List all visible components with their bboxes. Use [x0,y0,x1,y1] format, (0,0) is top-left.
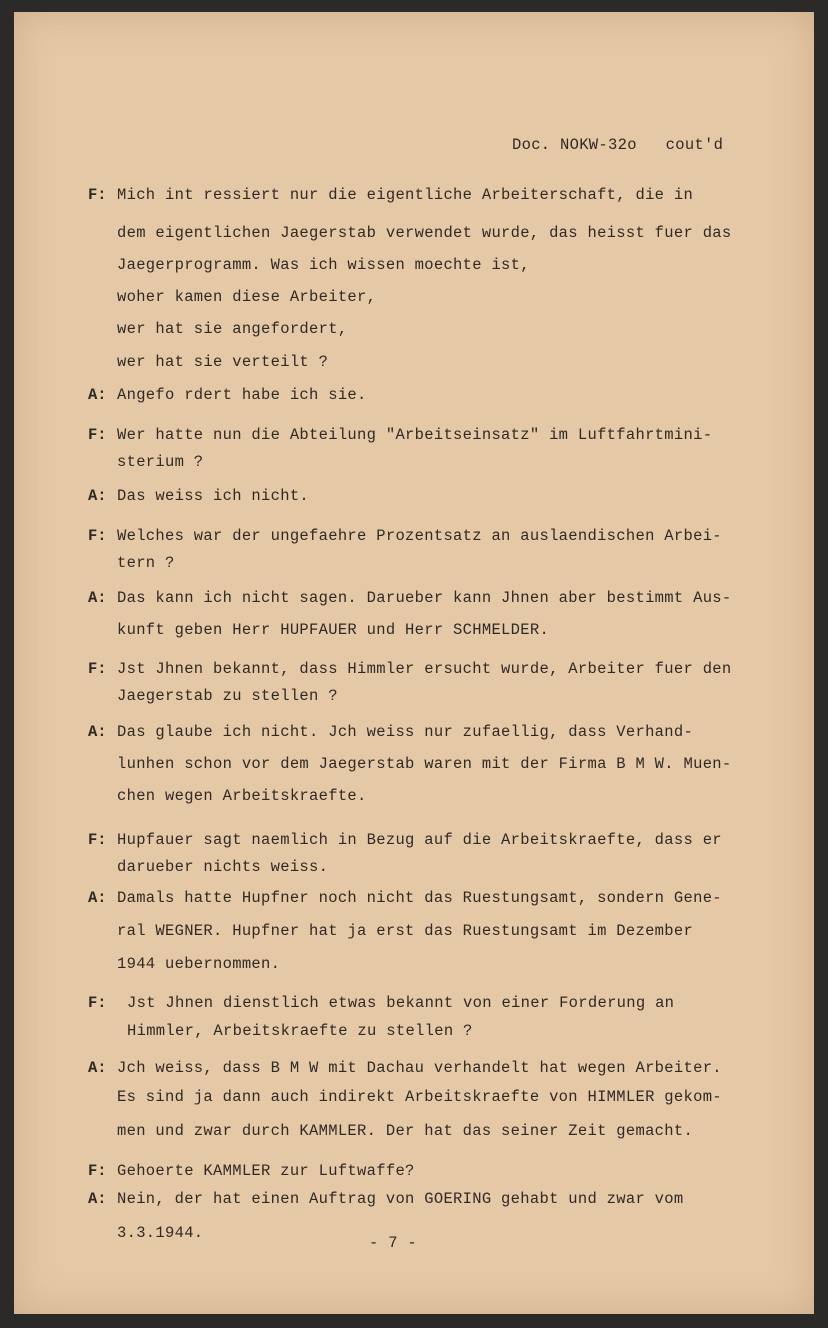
text-line: 3.3.1944. [117,1224,204,1242]
text-line: Das kann ich nicht sagen. Darueber kann Jhnen aber bestimmt Aus- [117,589,732,607]
answer-speaker-label: A: [88,723,107,741]
text-line: Jaegerstab zu stellen ? [117,687,338,705]
text-line: Das glaube ich nicht. Jch weiss nur zufaellig, dass Verhand- [117,723,694,741]
text-line: Damals hatte Hupfner noch nicht das Ruestungsamt, sondern Gene- [117,889,722,907]
text-line: Hupfauer sagt naemlich in Bezug auf die Arbeitskraefte, dass er [117,831,722,849]
answer-speaker-label: A: [88,1190,107,1208]
text-line: woher kamen diese Arbeiter, [117,288,377,306]
text-line: Gehoerte KAMMLER zur Luftwaffe? [117,1162,415,1180]
text-line: Das weiss ich nicht. [117,487,310,505]
answer-speaker-label: A: [88,487,107,505]
text-line: darueber nichts weiss. [117,858,329,876]
text-line: tern ? [117,554,175,572]
text-line: wer hat sie angefordert, [117,320,348,338]
text-line: Mich int ressiert nur die eigentliche Arbeiterschaft, die in [117,186,694,204]
text-line: Jch weiss, dass B M W mit Dachau verhandelt hat wegen Arbeiter. [117,1059,722,1077]
text-line: Angefo rdert habe ich sie. [117,386,367,404]
text-line: wer hat sie verteilt ? [117,353,329,371]
answer-speaker-label: A: [88,1059,107,1077]
answer-speaker-label: A: [88,889,107,907]
question-speaker-label: F: [88,527,107,545]
text-line: Es sind ja dann auch indirekt Arbeitskraefte von HIMMLER gekom- [117,1088,722,1106]
text-line: 1944 uebernommen. [117,955,281,973]
question-speaker-label: F: [88,186,107,204]
question-speaker-label: F: [88,660,107,678]
text-line: Wer hatte nun die Abteilung "Arbeitseinsatz" im Luftfahrtmini- [117,426,713,444]
page-number: - 7 - [369,1234,418,1252]
question-speaker-label: F: [88,1162,107,1180]
answer-speaker-label: A: [88,589,107,607]
text-line: Himmler, Arbeitskraefte zu stellen ? [127,1022,473,1040]
doc-reference: Doc. NOKW-32o cout'd [512,136,724,154]
text-line: Welches war der ungefaehre Prozentsatz an auslaendischen Arbei- [117,527,722,545]
text-line: sterium ? [117,453,204,471]
answer-speaker-label: A: [88,386,107,404]
text-line: kunft geben Herr HUPFAUER und Herr SCHMELDER. [117,621,550,639]
text-line: dem eigentlichen Jaegerstab verwendet wurde, das heisst fuer das [117,224,732,242]
text-line: Jaegerprogramm. Was ich wissen moechte ist, [117,256,530,274]
text-line: chen wegen Arbeitskraefte. [117,787,367,805]
question-speaker-label: F: [88,994,107,1012]
text-line: Jst Jhnen dienstlich etwas bekannt von einer Forderung an [127,994,675,1012]
question-speaker-label: F: [88,831,107,849]
text-line: men und zwar durch KAMMLER. Der hat das seiner Zeit gemacht. [117,1122,694,1140]
text-line: Nein, der hat einen Auftrag von GOERING gehabt und zwar vom [117,1190,684,1208]
text-line: ral WEGNER. Hupfner hat ja erst das Ruestungsamt im Dezember [117,922,694,940]
question-speaker-label: F: [88,426,107,444]
text-line: lunhen schon vor dem Jaegerstab waren mit der Firma B M W. Muen- [117,755,732,773]
document-page [14,12,814,1314]
text-line: Jst Jhnen bekannt, dass Himmler ersucht wurde, Arbeiter fuer den [117,660,732,678]
